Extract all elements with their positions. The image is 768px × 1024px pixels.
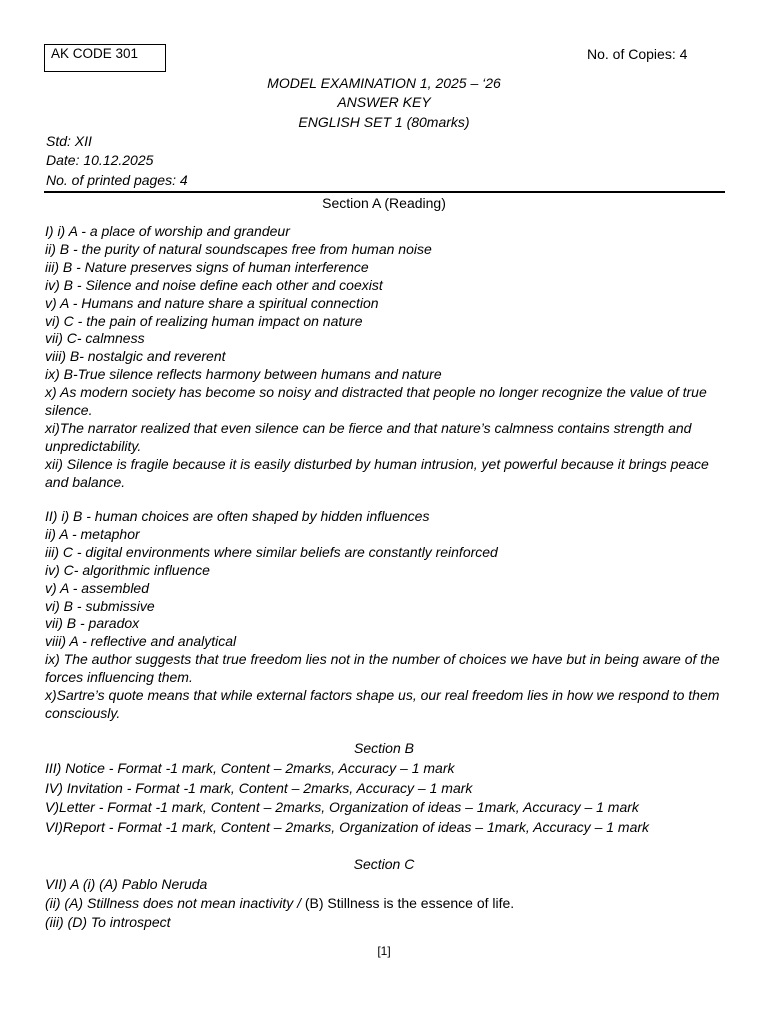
- answer-item: VII) A (i) (A) Pablo Neruda: [45, 876, 208, 892]
- exam-title: MODEL EXAMINATION 1, 2025 – ‘26: [267, 75, 501, 91]
- section-a-part2-list: [45, 508, 727, 723]
- section-c-title: Section C: [353, 856, 415, 872]
- section-a-title: Section A (Reading): [322, 195, 446, 211]
- answer-item: vi) C - the pain of realizing human impact on nature: [45, 312, 363, 329]
- copies-count: No. of Copies: 4: [587, 46, 688, 62]
- section-a-part1-list: [45, 223, 727, 492]
- answer-item-italic-part: (ii) (A) Stillness does not mean inactivity /: [45, 895, 305, 911]
- answer-item: II) i) B - human choices are often shaped by hidden influences: [45, 508, 430, 524]
- answer-item: ii) B - the purity of natural soundscapes free from human noise: [45, 240, 432, 257]
- section-b-list: [45, 759, 727, 837]
- answer-item: [45, 894, 727, 913]
- ak-code-box: AK CODE 301: [44, 44, 166, 72]
- marking-item: IV) Invitation - Format -1 mark, Content – 2marks, Accuracy – 1 mark: [45, 779, 473, 796]
- answer-item: v) A - Humans and nature share a spiritual connection: [45, 294, 379, 311]
- answer-item: x)Sartre’s quote means that while external factors shape us, our real freedom lies in how we respond to them consciously.: [45, 687, 720, 721]
- marking-item: VI)Report - Format -1 mark, Content – 2marks, Organization of ideas – 1mark, Accuracy – 1 mark: [45, 818, 650, 835]
- answer-item: ix) B-True silence reflects harmony between humans and nature: [45, 366, 442, 383]
- subject-heading: ENGLISH SET 1 (80marks): [298, 114, 470, 130]
- answer-item: ii) A - metaphor: [45, 525, 140, 542]
- section-b-title: Section B: [354, 740, 414, 756]
- answer-item-upright-part: (B) Stillness is the essence of life.: [304, 895, 515, 911]
- answer-item: viii) A - reflective and analytical: [45, 633, 237, 650]
- header-divider: [44, 191, 725, 193]
- answer-item: vi) B - submissive: [45, 597, 155, 614]
- answer-item: xii) Silence is fragile because it is easily disturbed by human intrusion, yet powerful because it brings peace and balance.: [45, 455, 709, 490]
- answer-item: iii) C - digital environments where similar beliefs are constantly reinforced: [45, 543, 498, 560]
- marking-item: V)Letter - Format -1 mark, Content – 2marks, Organization of ideas – 1mark, Accuracy – 1 mark: [45, 799, 639, 815]
- answer-item: iv) C- algorithmic influence: [45, 561, 210, 578]
- answer-item: ix) The author suggests that true freedom lies not in the number of choices we have but in being aware of the forces influencing them.: [45, 651, 720, 686]
- page-number: [1]: [377, 944, 391, 958]
- answer-item: vii) C- calmness: [45, 330, 145, 347]
- answer-item: iv) B - Silence and noise define each other and coexist: [45, 276, 383, 293]
- answer-item: xi)The narrator realized that even silence can be fierce and that nature’s calmness contains strength and unpredictability.: [45, 419, 692, 454]
- printed-pages-label: No. of printed pages: 4: [46, 172, 188, 188]
- answer-item: I) i) A - a place of worship and grandeur: [45, 223, 290, 239]
- answer-item: (iii) (D) To introspect: [45, 914, 171, 930]
- answer-item: v) A - assembled: [45, 579, 149, 596]
- date-label: Date: 10.12.2025: [46, 152, 154, 168]
- answer-key-heading: ANSWER KEY: [337, 94, 431, 110]
- std-label: Std: XII: [46, 133, 92, 149]
- answer-item: vii) B - paradox: [45, 615, 140, 632]
- answer-item: viii) B- nostalgic and reverent: [45, 348, 226, 365]
- section-c-list: [45, 875, 727, 932]
- answer-item: x) As modern society has become so noisy and distracted that people no longer recognize the value of true silence.: [45, 384, 707, 419]
- answer-item: iii) B - Nature preserves signs of human interference: [45, 258, 369, 275]
- marking-item: III) Notice - Format -1 mark, Content – 2marks, Accuracy – 1 mark: [45, 760, 455, 776]
